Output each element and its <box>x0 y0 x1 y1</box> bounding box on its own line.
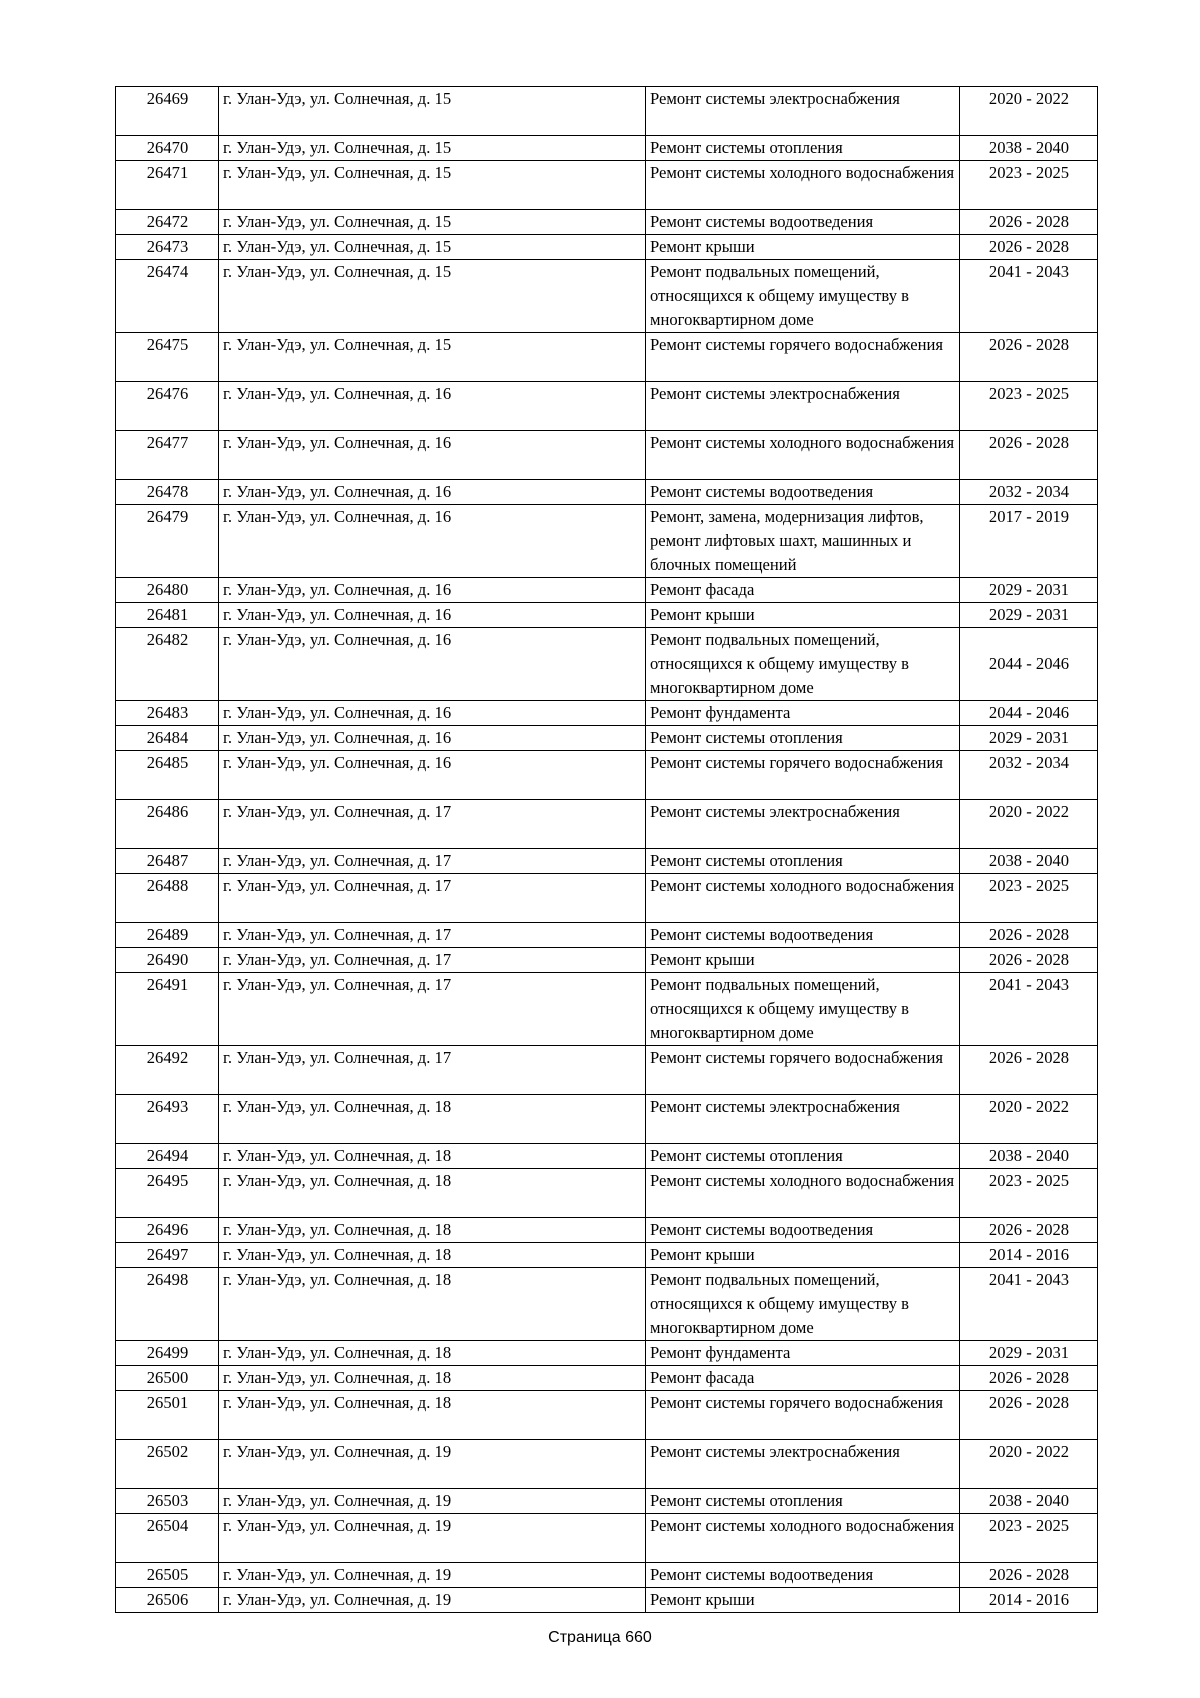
work-type-cell: Ремонт системы отопления <box>646 136 960 161</box>
row-number-cell: 26503 <box>116 1489 219 1514</box>
work-type-cell: Ремонт системы электроснабжения <box>646 87 960 136</box>
period-cell: 2044 - 2046 <box>960 628 1098 701</box>
row-number-cell: 26486 <box>116 800 219 849</box>
work-type-cell: Ремонт крыши <box>646 1588 960 1613</box>
table-row <box>116 1243 1098 1268</box>
address-cell: г. Улан-Удэ, ул. Солнечная, д. 16 <box>219 578 646 603</box>
table-row <box>116 382 1098 431</box>
address-cell: г. Улан-Удэ, ул. Солнечная, д. 19 <box>219 1489 646 1514</box>
work-type-cell: Ремонт фасада <box>646 578 960 603</box>
address-cell: г. Улан-Удэ, ул. Солнечная, д. 18 <box>219 1268 646 1341</box>
address-cell: г. Улан-Удэ, ул. Солнечная, д. 18 <box>219 1169 646 1218</box>
period-cell: 2026 - 2028 <box>960 333 1098 382</box>
period-cell: 2041 - 2043 <box>960 973 1098 1046</box>
row-number-cell: 26483 <box>116 701 219 726</box>
row-number-cell: 26489 <box>116 923 219 948</box>
work-type-cell: Ремонт системы холодного водоснабжения <box>646 1169 960 1218</box>
period-cell: 2020 - 2022 <box>960 800 1098 849</box>
row-number-cell: 26500 <box>116 1366 219 1391</box>
table-row <box>116 505 1098 578</box>
work-type-cell: Ремонт системы отопления <box>646 849 960 874</box>
period-cell: 2032 - 2034 <box>960 751 1098 800</box>
work-type-cell: Ремонт крыши <box>646 948 960 973</box>
address-cell: г. Улан-Удэ, ул. Солнечная, д. 17 <box>219 1046 646 1095</box>
row-number-cell: 26504 <box>116 1514 219 1563</box>
table-row <box>116 260 1098 333</box>
row-number-cell: 26481 <box>116 603 219 628</box>
address-cell: г. Улан-Удэ, ул. Солнечная, д. 18 <box>219 1218 646 1243</box>
work-type-cell: Ремонт системы отопления <box>646 1144 960 1169</box>
period-cell: 2020 - 2022 <box>960 1095 1098 1144</box>
period-cell: 2023 - 2025 <box>960 382 1098 431</box>
work-type-cell: Ремонт подвальных помещений, относящихся к общему имуществу в многоквартирном доме <box>646 973 960 1046</box>
period-cell: 2026 - 2028 <box>960 1563 1098 1588</box>
row-number-cell: 26469 <box>116 87 219 136</box>
period-cell: 2023 - 2025 <box>960 874 1098 923</box>
address-cell: г. Улан-Удэ, ул. Солнечная, д. 17 <box>219 923 646 948</box>
row-number-cell: 26471 <box>116 161 219 210</box>
period-cell: 2026 - 2028 <box>960 210 1098 235</box>
row-number-cell: 26493 <box>116 1095 219 1144</box>
period-cell: 2038 - 2040 <box>960 1489 1098 1514</box>
address-cell: г. Улан-Удэ, ул. Солнечная, д. 18 <box>219 1144 646 1169</box>
table-row <box>116 726 1098 751</box>
row-number-cell: 26485 <box>116 751 219 800</box>
work-type-cell: Ремонт системы электроснабжения <box>646 1095 960 1144</box>
row-number-cell: 26505 <box>116 1563 219 1588</box>
row-number-cell: 26491 <box>116 973 219 1046</box>
row-number-cell: 26470 <box>116 136 219 161</box>
work-type-cell: Ремонт системы холодного водоснабжения <box>646 431 960 480</box>
table-row <box>116 161 1098 210</box>
period-cell: 2032 - 2034 <box>960 480 1098 505</box>
work-type-cell: Ремонт подвальных помещений, относящихся к общему имуществу в многоквартирном доме <box>646 260 960 333</box>
work-type-cell: Ремонт системы холодного водоснабжения <box>646 874 960 923</box>
row-number-cell: 26474 <box>116 260 219 333</box>
address-cell: г. Улан-Удэ, ул. Солнечная, д. 15 <box>219 161 646 210</box>
period-cell: 2026 - 2028 <box>960 1046 1098 1095</box>
work-type-cell: Ремонт системы горячего водоснабжения <box>646 1391 960 1440</box>
table-row <box>116 1514 1098 1563</box>
address-cell: г. Улан-Удэ, ул. Солнечная, д. 17 <box>219 800 646 849</box>
table-row <box>116 431 1098 480</box>
period-cell: 2041 - 2043 <box>960 1268 1098 1341</box>
table-row <box>116 1489 1098 1514</box>
row-number-cell: 26502 <box>116 1440 219 1489</box>
period-cell: 2023 - 2025 <box>960 161 1098 210</box>
table-row <box>116 333 1098 382</box>
row-number-cell: 26496 <box>116 1218 219 1243</box>
table-row <box>116 628 1098 701</box>
page-number: Страница 660 <box>548 1629 652 1646</box>
period-cell: 2020 - 2022 <box>960 87 1098 136</box>
table-row <box>116 1046 1098 1095</box>
capital-repair-table <box>115 86 1098 1613</box>
address-cell: г. Улан-Удэ, ул. Солнечная, д. 16 <box>219 603 646 628</box>
period-cell: 2038 - 2040 <box>960 1144 1098 1169</box>
table-row <box>116 578 1098 603</box>
table-row <box>116 751 1098 800</box>
address-cell: г. Улан-Удэ, ул. Солнечная, д. 19 <box>219 1514 646 1563</box>
row-number-cell: 26477 <box>116 431 219 480</box>
table-row <box>116 1391 1098 1440</box>
address-cell: г. Улан-Удэ, ул. Солнечная, д. 18 <box>219 1095 646 1144</box>
table-row <box>116 1440 1098 1489</box>
row-number-cell: 26488 <box>116 874 219 923</box>
address-cell: г. Улан-Удэ, ул. Солнечная, д. 16 <box>219 505 646 578</box>
address-cell: г. Улан-Удэ, ул. Солнечная, д. 17 <box>219 948 646 973</box>
work-type-cell: Ремонт системы горячего водоснабжения <box>646 333 960 382</box>
period-cell: 2026 - 2028 <box>960 948 1098 973</box>
period-cell: 2038 - 2040 <box>960 849 1098 874</box>
period-cell: 2029 - 2031 <box>960 603 1098 628</box>
period-cell: 2014 - 2016 <box>960 1588 1098 1613</box>
row-number-cell: 26487 <box>116 849 219 874</box>
work-type-cell: Ремонт системы холодного водоснабжения <box>646 1514 960 1563</box>
row-number-cell: 26473 <box>116 235 219 260</box>
table-row <box>116 235 1098 260</box>
table-row <box>116 87 1098 136</box>
table-row <box>116 136 1098 161</box>
period-cell: 2044 - 2046 <box>960 701 1098 726</box>
address-cell: г. Улан-Удэ, ул. Солнечная, д. 16 <box>219 480 646 505</box>
work-type-cell: Ремонт подвальных помещений, относящихся к общему имуществу в многоквартирном доме <box>646 1268 960 1341</box>
work-type-cell: Ремонт системы электроснабжения <box>646 382 960 431</box>
row-number-cell: 26499 <box>116 1341 219 1366</box>
period-cell: 2026 - 2028 <box>960 1391 1098 1440</box>
table-row <box>116 480 1098 505</box>
row-number-cell: 26484 <box>116 726 219 751</box>
work-type-cell: Ремонт крыши <box>646 603 960 628</box>
row-number-cell: 26476 <box>116 382 219 431</box>
table-row <box>116 923 1098 948</box>
period-cell: 2023 - 2025 <box>960 1169 1098 1218</box>
period-cell: 2026 - 2028 <box>960 1218 1098 1243</box>
address-cell: г. Улан-Удэ, ул. Солнечная, д. 16 <box>219 382 646 431</box>
row-number-cell: 26482 <box>116 628 219 701</box>
address-cell: г. Улан-Удэ, ул. Солнечная, д. 15 <box>219 210 646 235</box>
row-number-cell: 26497 <box>116 1243 219 1268</box>
period-cell: 2029 - 2031 <box>960 726 1098 751</box>
period-cell: 2017 - 2019 <box>960 505 1098 578</box>
address-cell: г. Улан-Удэ, ул. Солнечная, д. 15 <box>219 260 646 333</box>
period-cell: 2029 - 2031 <box>960 1341 1098 1366</box>
period-cell: 2041 - 2043 <box>960 260 1098 333</box>
row-number-cell: 26478 <box>116 480 219 505</box>
period-cell: 2029 - 2031 <box>960 578 1098 603</box>
address-cell: г. Улан-Удэ, ул. Солнечная, д. 17 <box>219 849 646 874</box>
table-row <box>116 1095 1098 1144</box>
work-type-cell: Ремонт системы водоотведения <box>646 1218 960 1243</box>
table-row <box>116 1144 1098 1169</box>
table-row <box>116 849 1098 874</box>
address-cell: г. Улан-Удэ, ул. Солнечная, д. 18 <box>219 1391 646 1440</box>
address-cell: г. Улан-Удэ, ул. Солнечная, д. 16 <box>219 431 646 480</box>
address-cell: г. Улан-Удэ, ул. Солнечная, д. 15 <box>219 136 646 161</box>
address-cell: г. Улан-Удэ, ул. Солнечная, д. 16 <box>219 751 646 800</box>
work-type-cell: Ремонт системы водоотведения <box>646 210 960 235</box>
address-cell: г. Улан-Удэ, ул. Солнечная, д. 18 <box>219 1341 646 1366</box>
row-number-cell: 26494 <box>116 1144 219 1169</box>
row-number-cell: 26490 <box>116 948 219 973</box>
row-number-cell: 26501 <box>116 1391 219 1440</box>
address-cell: г. Улан-Удэ, ул. Солнечная, д. 19 <box>219 1563 646 1588</box>
address-cell: г. Улан-Удэ, ул. Солнечная, д. 15 <box>219 87 646 136</box>
row-number-cell: 26480 <box>116 578 219 603</box>
period-cell: 2026 - 2028 <box>960 235 1098 260</box>
address-cell: г. Улан-Удэ, ул. Солнечная, д. 16 <box>219 701 646 726</box>
table-row <box>116 1366 1098 1391</box>
address-cell: г. Улан-Удэ, ул. Солнечная, д. 16 <box>219 628 646 701</box>
table-row <box>116 1218 1098 1243</box>
table-row <box>116 603 1098 628</box>
work-type-cell: Ремонт фундамента <box>646 701 960 726</box>
work-type-cell: Ремонт системы отопления <box>646 1489 960 1514</box>
work-type-cell: Ремонт системы водоотведения <box>646 923 960 948</box>
work-type-cell: Ремонт системы отопления <box>646 726 960 751</box>
table-body <box>116 87 1098 1613</box>
period-cell: 2023 - 2025 <box>960 1514 1098 1563</box>
address-cell: г. Улан-Удэ, ул. Солнечная, д. 17 <box>219 874 646 923</box>
work-type-cell: Ремонт, замена, модернизация лифтов, ремонт лифтовых шахт, машинных и блочных помещений <box>646 505 960 578</box>
period-cell: 2026 - 2028 <box>960 923 1098 948</box>
work-type-cell: Ремонт фундамента <box>646 1341 960 1366</box>
row-number-cell: 26475 <box>116 333 219 382</box>
table-row <box>116 1341 1098 1366</box>
table-row <box>116 1563 1098 1588</box>
table-row <box>116 1588 1098 1613</box>
work-type-cell: Ремонт фасада <box>646 1366 960 1391</box>
period-cell: 2026 - 2028 <box>960 431 1098 480</box>
table-row <box>116 1268 1098 1341</box>
table-row <box>116 800 1098 849</box>
period-cell: 2038 - 2040 <box>960 136 1098 161</box>
row-number-cell: 26506 <box>116 1588 219 1613</box>
table-row <box>116 973 1098 1046</box>
work-type-cell: Ремонт системы холодного водоснабжения <box>646 161 960 210</box>
address-cell: г. Улан-Удэ, ул. Солнечная, д. 17 <box>219 973 646 1046</box>
work-type-cell: Ремонт системы водоотведения <box>646 480 960 505</box>
table-row <box>116 948 1098 973</box>
work-type-cell: Ремонт крыши <box>646 235 960 260</box>
work-type-cell: Ремонт подвальных помещений, относящихся к общему имуществу в многоквартирном доме <box>646 628 960 701</box>
work-type-cell: Ремонт системы горячего водоснабжения <box>646 1046 960 1095</box>
row-number-cell: 26498 <box>116 1268 219 1341</box>
work-type-cell: Ремонт системы горячего водоснабжения <box>646 751 960 800</box>
address-cell: г. Улан-Удэ, ул. Солнечная, д. 15 <box>219 333 646 382</box>
work-type-cell: Ремонт системы электроснабжения <box>646 1440 960 1489</box>
address-cell: г. Улан-Удэ, ул. Солнечная, д. 18 <box>219 1366 646 1391</box>
table-row <box>116 874 1098 923</box>
table-row <box>116 701 1098 726</box>
work-type-cell: Ремонт системы электроснабжения <box>646 800 960 849</box>
address-cell: г. Улан-Удэ, ул. Солнечная, д. 19 <box>219 1440 646 1489</box>
address-cell: г. Улан-Удэ, ул. Солнечная, д. 16 <box>219 726 646 751</box>
address-cell: г. Улан-Удэ, ул. Солнечная, д. 15 <box>219 235 646 260</box>
period-cell: 2020 - 2022 <box>960 1440 1098 1489</box>
table-row <box>116 210 1098 235</box>
address-cell: г. Улан-Удэ, ул. Солнечная, д. 19 <box>219 1588 646 1613</box>
address-cell: г. Улан-Удэ, ул. Солнечная, д. 18 <box>219 1243 646 1268</box>
row-number-cell: 26479 <box>116 505 219 578</box>
period-cell: 2014 - 2016 <box>960 1243 1098 1268</box>
row-number-cell: 26472 <box>116 210 219 235</box>
row-number-cell: 26492 <box>116 1046 219 1095</box>
work-type-cell: Ремонт системы водоотведения <box>646 1563 960 1588</box>
row-number-cell: 26495 <box>116 1169 219 1218</box>
work-type-cell: Ремонт крыши <box>646 1243 960 1268</box>
period-cell: 2026 - 2028 <box>960 1366 1098 1391</box>
table-row <box>116 1169 1098 1218</box>
